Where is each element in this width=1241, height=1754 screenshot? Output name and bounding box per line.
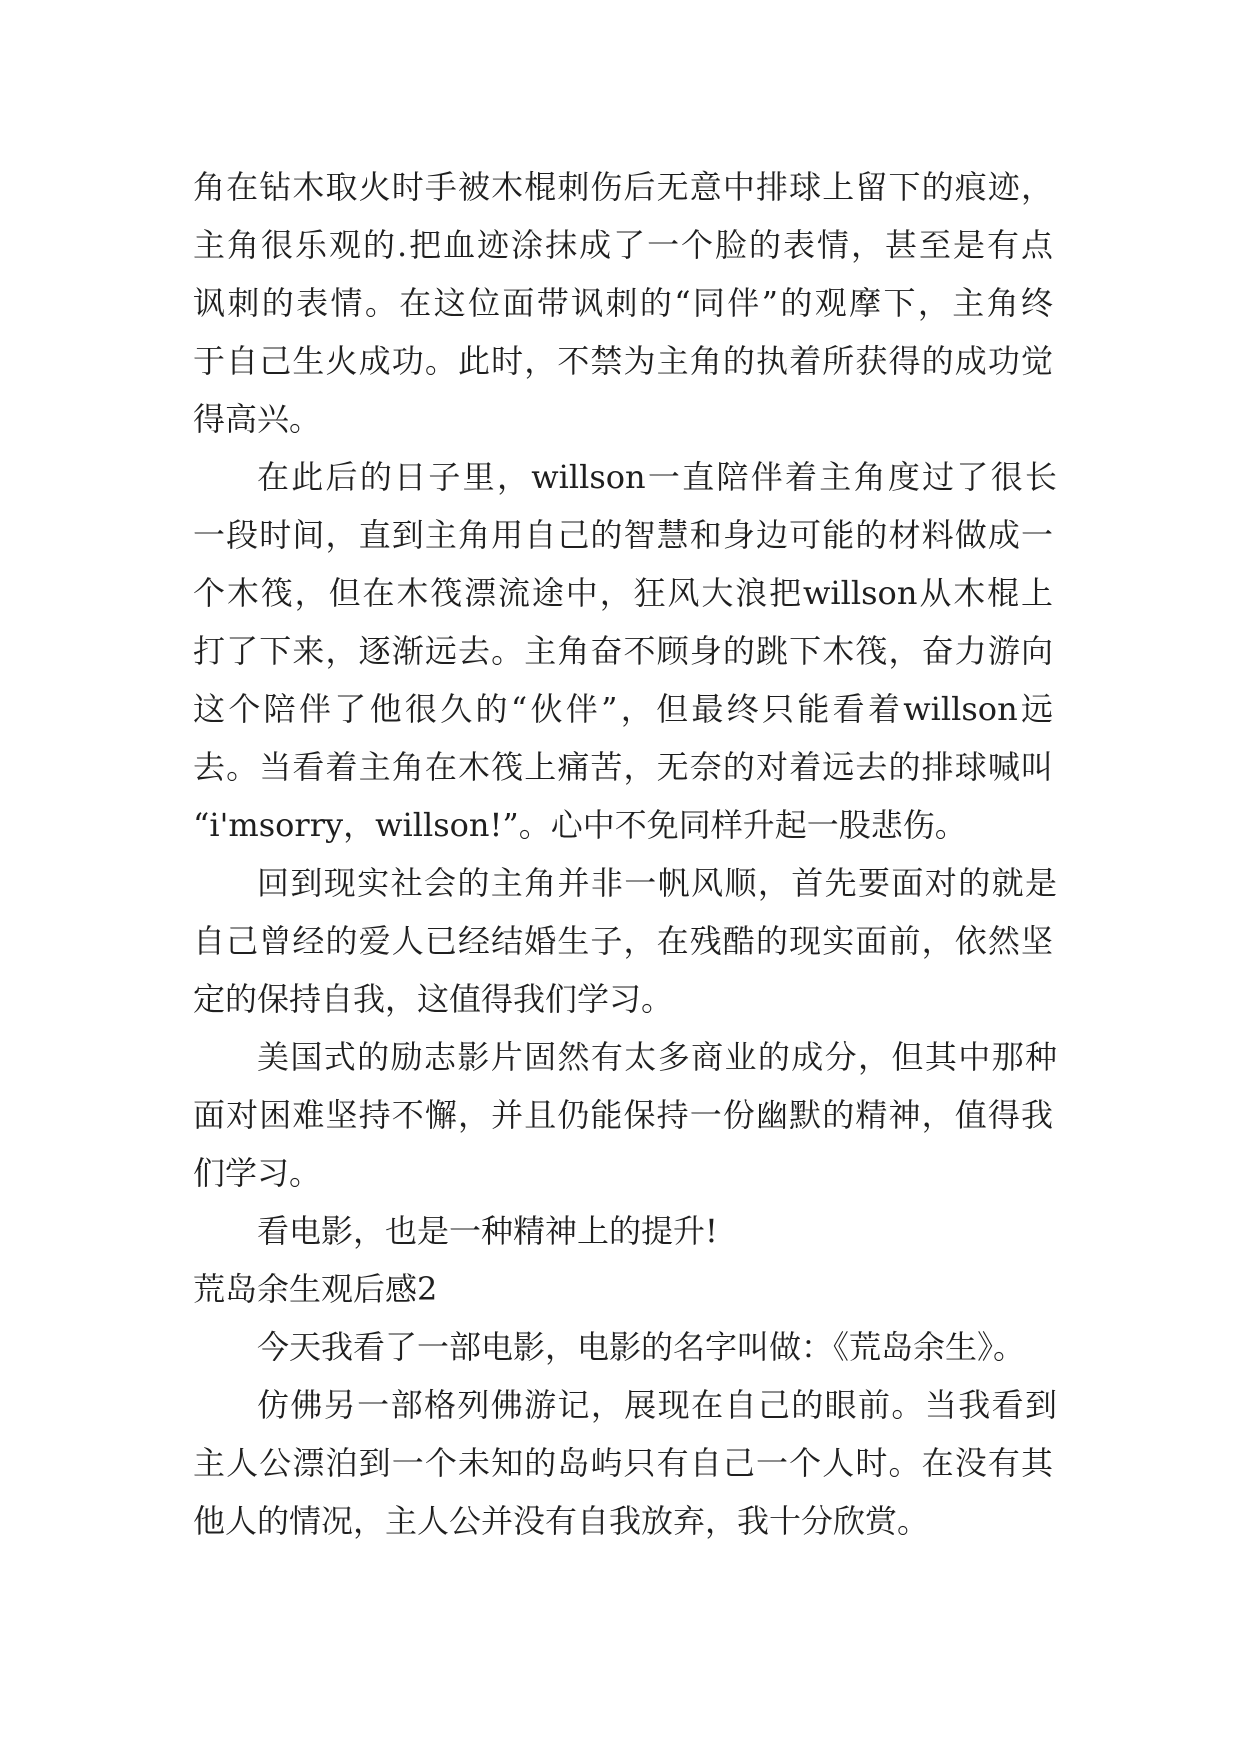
paragraph-line: 他人的情况，主人公并没有自我放弃，我十分欣赏。 bbox=[193, 1502, 930, 1540]
paragraph-line: 得高兴。 bbox=[193, 400, 322, 438]
paragraph-line: 定的保持自我，这值得我们学习。 bbox=[193, 980, 674, 1018]
paragraph-line: 去。当看着主角在木筏上痛苦，无奈的对着远去的排球喊叫 bbox=[193, 748, 1053, 786]
paragraph-line: 今天我看了一部电影，电影的名字叫做：《荒岛余生》。 bbox=[257, 1328, 1026, 1366]
paragraph-line: 打了下来，逐渐远去。主角奋不顾身的跳下木筏，奋力游向 bbox=[193, 632, 1053, 670]
paragraph-line: 个木筏，但在木筏漂流途中，狂风大浪把willson从木棍上 bbox=[193, 574, 1053, 612]
paragraph-line: “i'msorry，willson!”。心中不免同样升起一股悲伤。 bbox=[193, 806, 967, 844]
paragraph-line: 看电影，也是一种精神上的提升! bbox=[257, 1212, 718, 1250]
paragraph-line: 一段时间，直到主角用自己的智慧和身边可能的材料做成一 bbox=[193, 516, 1053, 554]
paragraph-line: 仿佛另一部格列佛游记，展现在自己的眼前。当我看到 bbox=[257, 1386, 1057, 1424]
paragraph-line: 面对困难坚持不懈，并且仍能保持一份幽默的精神，值得我 bbox=[193, 1096, 1053, 1134]
paragraph-line: 们学习。 bbox=[193, 1154, 322, 1192]
paragraph-line: 主角很乐观的.把血迹涂抹成了一个脸的表情，甚至是有点 bbox=[193, 226, 1053, 264]
paragraph-line: 在此后的日子里，willson一直陪伴着主角度过了很长 bbox=[257, 458, 1057, 496]
paragraph-line: 角在钻木取火时手被木棍刺伤后无意中排球上留下的痕迹， bbox=[193, 168, 1053, 206]
paragraph-line: 美国式的励志影片固然有太多商业的成分，但其中那种 bbox=[257, 1038, 1057, 1076]
paragraph-line: 这个陪伴了他很久的“伙伴”，但最终只能看着willson远 bbox=[193, 690, 1053, 728]
paragraph-line: 于自己生火成功。此时，不禁为主角的执着所获得的成功觉 bbox=[193, 342, 1053, 380]
paragraph-line: 回到现实社会的主角并非一帆风顺，首先要面对的就是 bbox=[257, 864, 1057, 902]
paragraph-line: 讽刺的表情。在这位面带讽刺的“同伴”的观摩下，主角终 bbox=[193, 284, 1053, 322]
section-title: 荒岛余生观后感2 bbox=[193, 1270, 438, 1308]
paragraph-line: 自己曾经的爱人已经结婚生子，在残酷的现实面前，依然坚 bbox=[193, 922, 1053, 960]
paragraph-line: 主人公漂泊到一个未知的岛屿只有自己一个人时。在没有其 bbox=[193, 1444, 1053, 1482]
